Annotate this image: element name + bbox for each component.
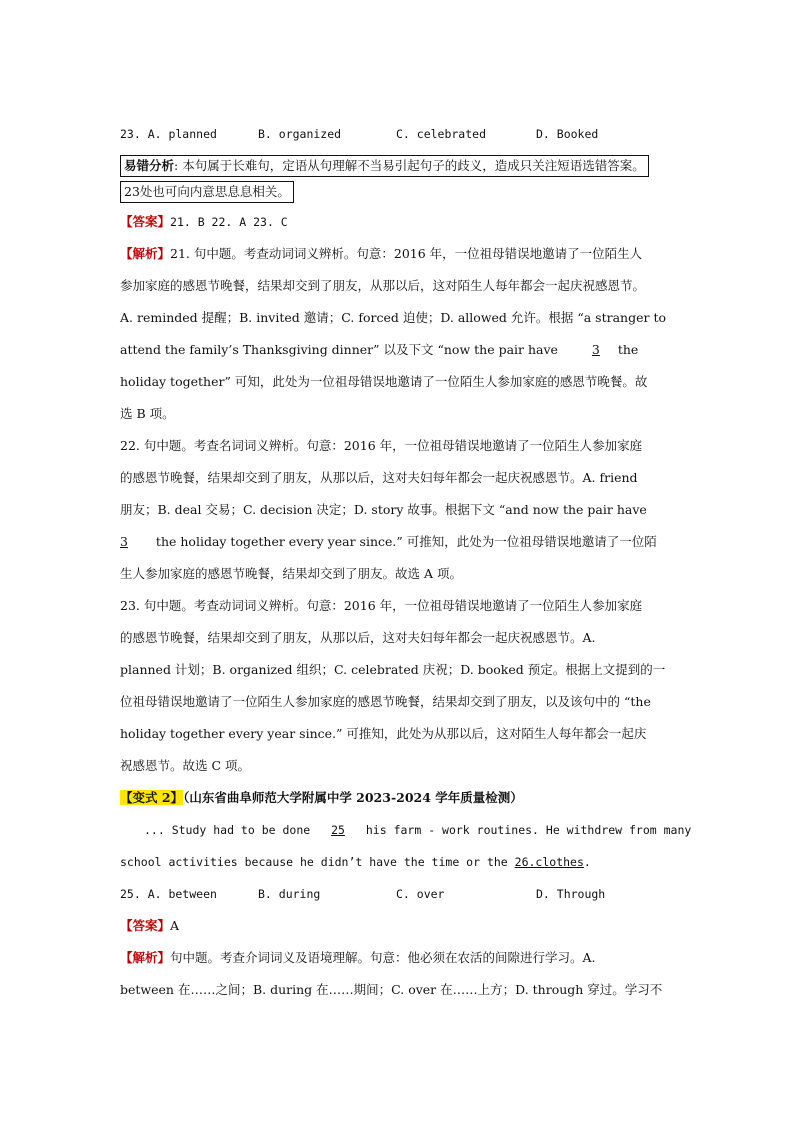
- option-b: B. during: [258, 887, 321, 901]
- analysis-21-line-1: [120, 238, 700, 270]
- analysis-22-line-4: [120, 526, 700, 558]
- error-analysis-label: 易错分析: [124, 158, 175, 173]
- error-analysis-line-2: 23处也可向内意思息息相关。: [120, 181, 294, 203]
- variant-label: 【变式 2】: [120, 790, 184, 805]
- variant-source: （山东省曲阜师范大学附属中学 2023-2024 学年质量检测）: [183, 790, 523, 805]
- option-c: C. over: [396, 887, 445, 901]
- passage-text-1b: his farm - work routines. He withdrew from many: [358, 823, 692, 837]
- analysis-25-line-2: between 在……之间；B. during 在……期间；C. over 在……上方；D. through 穿过。学习不: [120, 982, 663, 997]
- analysis-label: 【解析】: [120, 950, 171, 965]
- analysis-23-line-4: 位祖母错误地邀请了一位陌生人参加家庭的感恩节晚餐，结果却交到了朋友，以及该句中的 “the: [120, 694, 651, 709]
- analysis-21-line-3: A. reminded 提醒；B. invited 邀请；C. forced 迫使；D. allowed 允许。根据 “a stranger to: [120, 310, 666, 325]
- analysis-21-line-5: holiday together” 可知，此处为一位祖母错误地邀请了一位陌生人参加家庭的感恩节晚餐。故: [120, 374, 648, 389]
- analysis-23-line-1: 23. 句中题。考查动词词义辨析。句意：2016 年，一位祖母错误地邀请了一位陌生人参加家庭: [120, 598, 643, 613]
- analysis-21-text-4b: the: [613, 342, 639, 357]
- option-a: 25. A. between: [120, 887, 217, 901]
- answer-label: 【答案】: [120, 918, 171, 933]
- analysis-22-text-4: the holiday together every year since.” 可推知，此处为一位祖母错误地邀请了一位陌: [151, 534, 657, 549]
- option-d: D. Booked: [536, 127, 599, 141]
- error-analysis-text-1: : 本句属于长难句，定语从句理解不当易引起句子的歧义，造成只关注短语选错答案。: [174, 158, 645, 173]
- answer-label: 【答案】: [120, 214, 171, 229]
- analysis-25-line-1: [120, 942, 700, 974]
- passage-line-1: [120, 814, 700, 846]
- document-page: [120, 118, 700, 1006]
- analysis-23-line-5: holiday together every year since.” 可推知，此处为从那以后，这对陌生人每年都会一起庆: [120, 726, 647, 741]
- question-25-options: [120, 878, 700, 910]
- analysis-21-text-4a: attend the family’s Thanksgiving dinner” 以及下文 “now the pair have: [120, 342, 562, 357]
- analysis-22-line-2: 的感恩节晚餐，结果却交到了朋友，从那以后，这对夫妇每年都会一起庆祝感恩节。A. friend: [120, 470, 638, 485]
- analysis-21-line-6: 选 B 项。: [120, 406, 175, 421]
- analysis-25-text-1: 句中题。考查介词词义及语境理解。句意：他必须在农活的间隙进行学习。A.: [170, 950, 596, 965]
- error-analysis-box-2: [120, 176, 700, 206]
- blank-25: 25: [331, 823, 345, 837]
- answer-text: A: [170, 918, 180, 933]
- option-b: B. organized: [258, 127, 342, 141]
- blank-26: 26.clothes: [514, 855, 584, 869]
- analysis-21-line-2: 参加家庭的感恩节晚餐，结果却交到了朋友，从那以后，这对陌生人每年都会一起庆祝感恩节。: [120, 278, 646, 293]
- analysis-22-line-3: 朋友；B. deal 交易；C. decision 决定；D. story 故事。根据下文 “and now the pair have: [120, 502, 647, 517]
- analysis-22-line-5: 生人参加家庭的感恩节晚餐，结果却交到了朋友。故选 A 项。: [120, 566, 462, 581]
- variant-heading: [120, 782, 700, 814]
- answer-text: 21. B 22. A 23. C: [170, 215, 288, 229]
- analysis-23-line-2: 的感恩节晚餐，结果却交到了朋友，从那以后，这对夫妇每年都会一起庆祝感恩节。A.: [120, 630, 596, 645]
- blank-3: 3: [120, 534, 128, 549]
- analysis-23-line-3: planned 计划；B. organized 组织；C. celebrated 庆祝；D. booked 预定。根据上文提到的一: [120, 662, 666, 677]
- analysis-22-line-1: 22. 句中题。考查名词词义辨析。句意：2016 年，一位祖母错误地邀请了一位陌生人参加家庭: [120, 438, 643, 453]
- error-analysis-line-1: [120, 155, 649, 177]
- passage-text-1a: ... Study had to be done: [144, 823, 318, 837]
- analysis-label: 【解析】: [120, 246, 171, 261]
- passage-line-2: [120, 846, 700, 878]
- analysis-21-text-1: 21. 句中题。考查动词词义辨析。句意：2016 年，一位祖母错误地邀请了一位陌生人: [170, 246, 643, 261]
- answer-1: [120, 206, 700, 238]
- option-d: D. Through: [536, 887, 606, 901]
- analysis-21-line-4: [120, 334, 700, 366]
- passage-text-2a: school activities because he didn’t have the time or the: [120, 855, 515, 869]
- option-c: C. celebrated: [396, 127, 487, 141]
- passage-text-2b: .: [583, 855, 591, 869]
- blank-3: 3: [591, 342, 600, 357]
- option-a: 23. A. planned: [120, 127, 217, 141]
- question-23-options: [120, 118, 700, 150]
- answer-2: [120, 910, 700, 942]
- analysis-23-line-6: 祝感恩节。故选 C 项。: [120, 758, 251, 773]
